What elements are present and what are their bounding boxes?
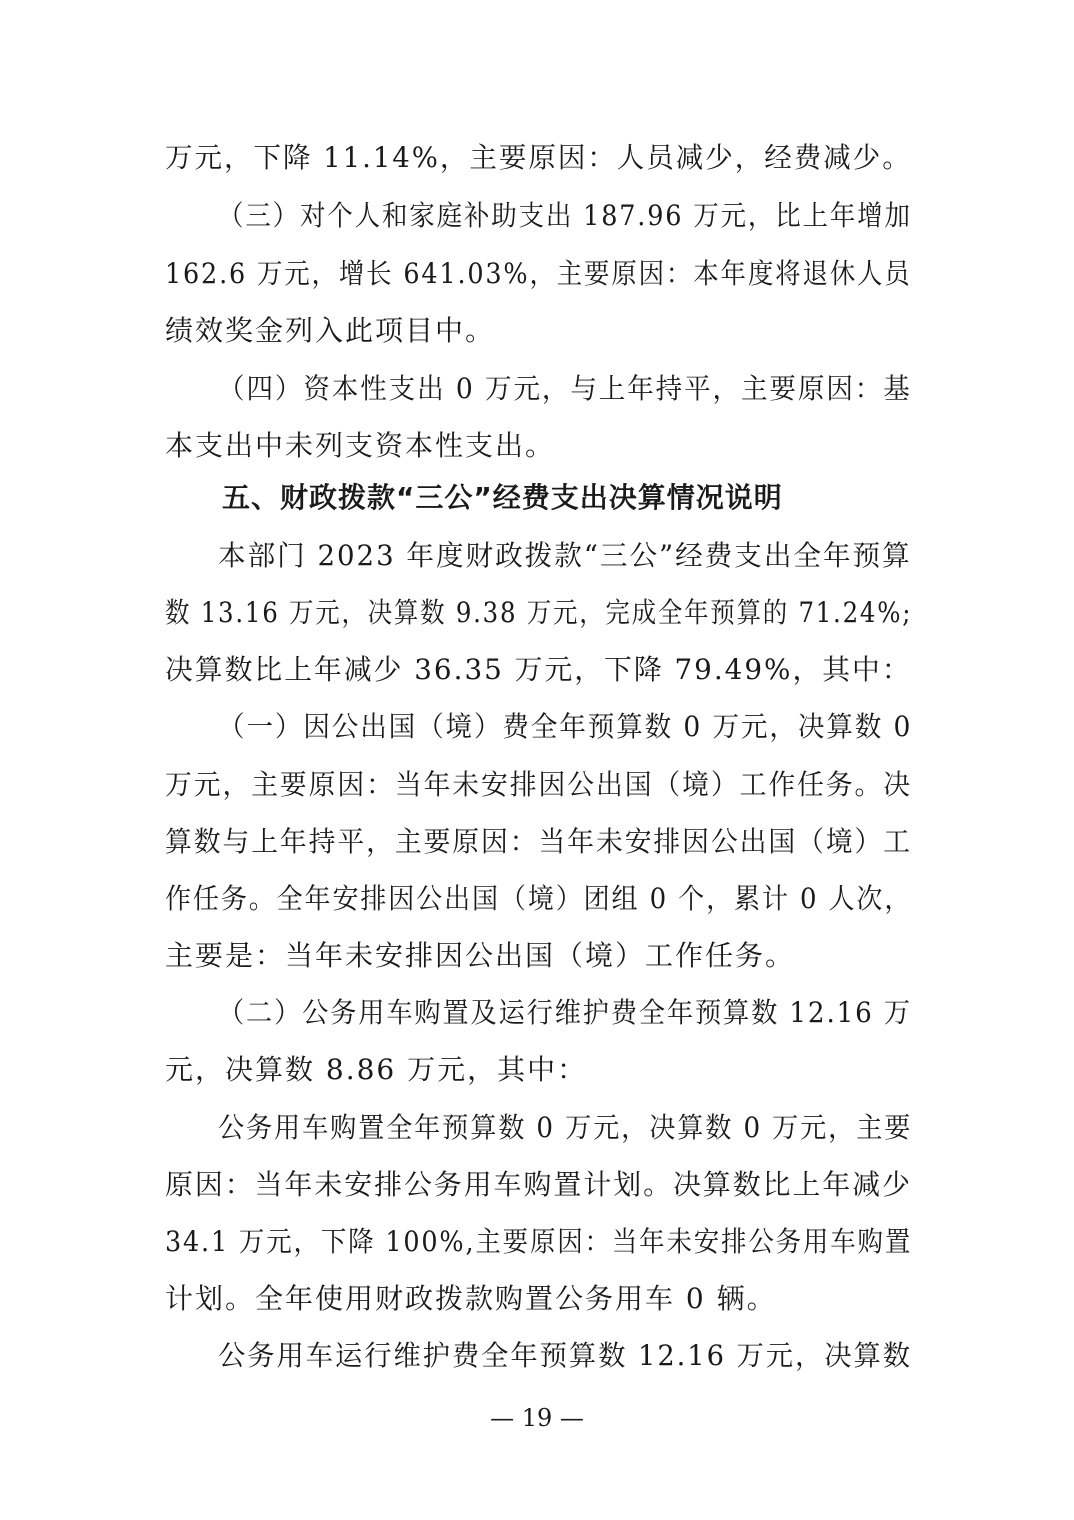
body-text-line: 作任务。全年安排因公出国（境）团组 0 个，累计 0 人次， <box>165 882 913 915</box>
paragraph-capital-expenditure: （四）资本性支出 0 万元，与上年持平，主要原因：基 <box>218 372 912 405</box>
body-text-line: 数 13.16 万元，决算数 9.38 万元，完成全年预算的 71.24%; <box>165 596 913 629</box>
body-text-line: 162.6 万元，增长 641.03%，主要原因：本年度将退休人员 <box>165 257 912 290</box>
body-text-line: 本支出中未列支资本性支出。 <box>165 429 556 462</box>
body-text-line: 主要是：当年未安排因公出国（境）工作任务。 <box>165 939 796 972</box>
body-text-line: 决算数比上年减少 36.35 万元，下降 79.49%，其中： <box>165 653 912 686</box>
paragraph-vehicle-maintenance: 公务用车运行维护费全年预算数 12.16 万元，决算数 <box>218 1339 912 1372</box>
paragraph-three-public-expenses: 本部门 2023 年度财政拨款“三公”经费支出全年预算 <box>218 539 912 572</box>
body-text-line: 绩效奖金列入此项目中。 <box>165 314 496 347</box>
body-text-line: 万元，主要原因：当年未安排因公出国（境）工作任务。决 <box>165 768 913 801</box>
page-number: — 19 — <box>490 1404 584 1432</box>
paragraph-official-vehicles: （二）公务用车购置及运行维护费全年预算数 12.16 万 <box>218 996 912 1029</box>
body-text-line: 算数与上年持平，主要原因：当年未安排因公出国（境）工 <box>165 825 913 858</box>
paragraph-individual-subsidy: （三）对个人和家庭补助支出 187.96 万元，比上年增加 <box>218 199 912 232</box>
body-text-line: 元，决算数 8.86 万元，其中： <box>165 1053 588 1086</box>
paragraph-vehicle-purchase: 公务用车购置全年预算数 0 万元，决算数 0 万元，主要 <box>218 1111 913 1144</box>
body-text-line: 34.1 万元，下降 100%,主要原因：当年未安排公务用车购置 <box>165 1225 913 1258</box>
paragraph-overseas-travel: （一）因公出国（境）费全年预算数 0 万元，决算数 0 <box>218 710 913 743</box>
body-text-line: 计划。全年使用财政拨款购置公务用车 0 辆。 <box>165 1282 777 1315</box>
body-text-line: 原因：当年未安排公务用车购置计划。决算数比上年减少 <box>165 1168 913 1201</box>
body-text-line: 万元，下降 11.14%，主要原因：人员减少，经费减少。 <box>165 141 912 174</box>
section-heading: 五、财政拨款“三公”经费支出决算情况说明 <box>222 481 783 514</box>
